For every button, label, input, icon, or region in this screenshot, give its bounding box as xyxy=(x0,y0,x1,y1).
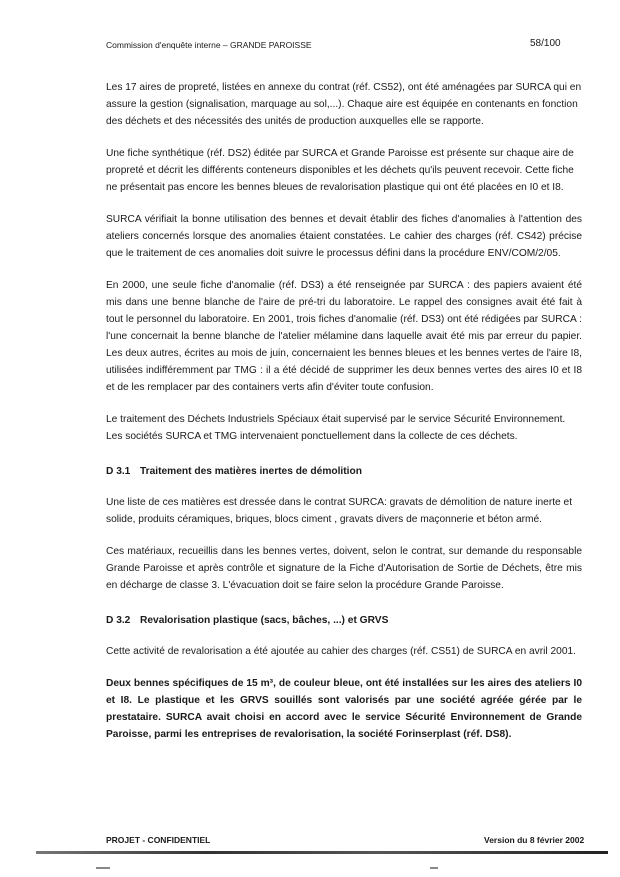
footer-confidential: PROJET - CONFIDENTIEL xyxy=(106,835,211,845)
paragraph-fiche-synthetique: Une fiche synthétique (réf. DS2) éditée par SURCA et Grande Paroisse est présente sur chaque aire de propreté et décrit les différents conteneurs disponibles et les déchets qu'ils peuvent recevoir. Cette fiche ne présentait pas encore les bennes bleues de revalorisation plastique qui ont été placées en I0 et I8. xyxy=(106,148,574,193)
page-content xyxy=(106,79,582,758)
section-heading-d31 xyxy=(106,466,582,477)
footer-version: Version du 8 février 2002 xyxy=(484,835,585,845)
paragraph-dechets-speciaux: Le traitement des Déchets Industriels Spéciaux était supervisé par le service Sécurité Environnement. Les sociétés SURCA et TMG intervenaient ponctuellement dans la collecte de ces déchets. xyxy=(106,414,566,442)
section-title: Revalorisation plastique (sacs, bâches, ...) et GRVS xyxy=(140,615,389,626)
section-number: D 3.1 xyxy=(106,466,131,477)
section-number: D 3.2 xyxy=(106,615,131,626)
paragraph-aires-proprete: Les 17 aires de propreté, listées en annexe du contrat (réf. CS52), ont été aménagées par SURCA qui en assure la gestion (signalisation, marquage au sol,...). Chaque aire est équipée en contenants en fonction des déchets et des nécessités des unités de production auxquelles elle se rapporte. xyxy=(106,82,582,127)
paragraph-fiches-anomalie: En 2000, une seule fiche d'anomalie (réf. DS3) a été renseignée par SURCA : des papiers avaient été mis dans une benne blanche de l'aire de pré-tri du laboratoire. Le rappel des consignes avait été fait à tout le personnel du laboratoire. En 2001, trois fiches d'anomalie (réf. DS3) ont été rédigées par SURCA : l'une concernait la benne blanche de l'atelier mélamine dans laquelle avait été mis par erreur du papier. Les deux autres, écrites au mois de juin, concernaient les bennes bleues et les bennes vertes de l'aire I8, utilisées indifféremment par TMG : il a été décidé de supprimer les deux bennes vertes des aires I0 et I8 et de les remplacer par des containers verts afin d'éviter toute confusion. xyxy=(106,280,582,393)
section-heading-d32 xyxy=(106,615,582,626)
scan-artifact xyxy=(430,867,438,869)
section-title: Traitement des matières inertes de démolition xyxy=(140,466,362,477)
paragraph-materiaux-decharge: Ces matériaux, recueillis dans les bennes vertes, doivent, selon le contrat, sur demande du responsable Grande Paroisse et après contrôle et signature de la Fiche d'Autorisation de Sortie de Déchets, être mis en décharge de classe 3. L'évacuation doit se faire selon la procédure Grande Paroisse. xyxy=(106,546,582,591)
paragraph-verification-bennes: SURCA vérifiait la bonne utilisation des bennes et devait établir des fiches d'anomalies à l'attention des ateliers concernés lorsque des anomalies étaient constatées. Le cahier des charges (réf. CS42) précise que le traitement de ces anomalies doit suivre le processus défini dans la procédure ENV/COM/2/05. xyxy=(106,214,582,259)
paragraph-bennes-bleues: Deux bennes spécifiques de 15 m³, de couleur bleue, ont été installées sur les aires des ateliers I0 et I8. Le plastique et les GRVS souillés sont valorisés par une société agréée gérée par le prestataire. SURCA avait choisi en accord avec le service Sécurité Environnement de Grande Paroisse, parmi les entreprises de revalorisation, la société Forinserplast (réf. DS8). xyxy=(106,678,582,740)
scan-edge-line xyxy=(36,851,608,854)
paragraph-liste-matieres: Une liste de ces matières est dressée dans le contrat SURCA: gravats de démolition de nature inerte et solide, produits céramiques, briques, blocs ciment , gravats divers de maçonnerie et béton armé. xyxy=(106,497,573,525)
paragraph-activite-revalorisation: Cette activité de revalorisation a été ajoutée au cahier des charges (réf. CS51) de SURCA en avril 2001. xyxy=(106,646,577,657)
page-number: 58/100 xyxy=(530,38,561,49)
scan-artifact xyxy=(96,867,110,869)
header-title: Commission d'enquête interne – GRANDE PAROISSE xyxy=(106,40,312,50)
